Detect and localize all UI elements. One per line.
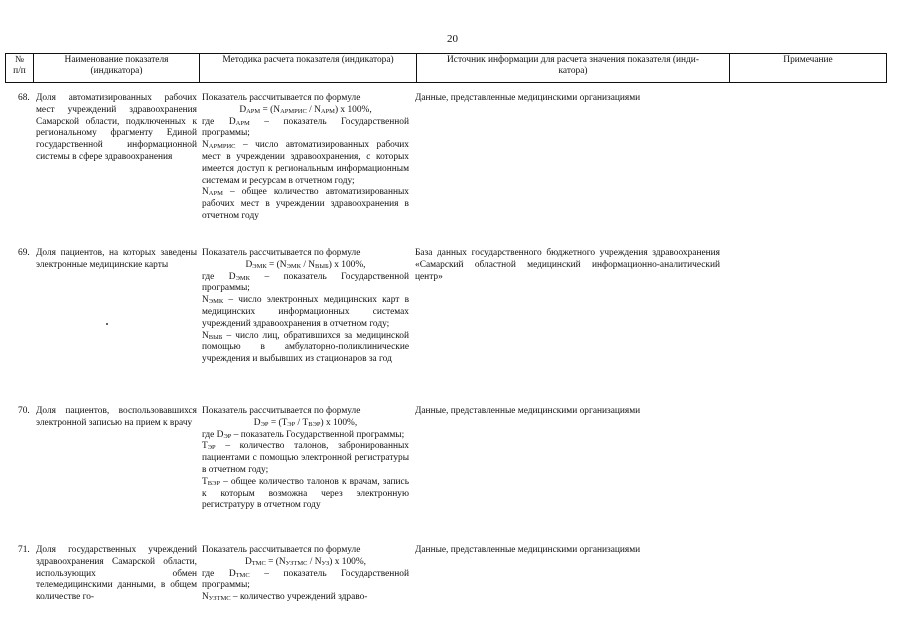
- header-source: Источник информации для расчета значения показателя (инди- катора): [416, 54, 729, 82]
- text-run: / Т: [295, 417, 309, 428]
- formula-where: [202, 272, 409, 296]
- text-run: где D: [202, 429, 224, 440]
- text-run: = (N: [266, 259, 287, 270]
- header-method: Методика расчета показателя (индикатора): [199, 54, 416, 82]
- formula-where: [202, 117, 409, 141]
- method-intro: Показатель рассчитывается по формуле: [202, 248, 361, 258]
- text-run: = (Т: [268, 417, 288, 428]
- text-run: ) х 100%,: [320, 417, 358, 428]
- text-run: – количество учреждений здраво-: [230, 592, 368, 603]
- formula: [202, 260, 409, 272]
- indicator-name: Доля государственных учреждений здравоохранения Самарской области, использующих обмен телемедицинскими данными, в общем количестве го-: [36, 545, 197, 603]
- subscript: ЭР: [260, 420, 269, 428]
- text-run: N: [202, 295, 209, 306]
- subscript: ЭР: [287, 420, 296, 428]
- text-run: – показатель Государственной программы;: [202, 116, 409, 139]
- subscript: АРМ: [235, 119, 250, 127]
- text-run: – показатель Государственной программы;: [202, 568, 409, 591]
- row-number: 70.: [18, 406, 30, 416]
- text-run: ) х 100%,: [329, 556, 366, 567]
- formula-definition: [202, 140, 409, 187]
- table-header: [5, 53, 887, 83]
- row-number: 69.: [18, 248, 30, 258]
- formula-definition: [202, 477, 409, 512]
- text-run: где D: [202, 116, 236, 127]
- subscript: АРМ: [320, 107, 335, 115]
- formula-definition: [202, 592, 409, 604]
- text-run: / N: [306, 104, 321, 115]
- text-run: – общее количество талонов к врачам, запись к которым возможна через электронную регистратуру в отчетном году: [202, 476, 409, 511]
- row-number: 68.: [18, 93, 30, 103]
- formula: [202, 557, 409, 569]
- indicator-name: Доля пациентов, на которых заведены электронные медицинские карты: [36, 248, 197, 270]
- subscript: ЭМК: [252, 262, 267, 270]
- subscript: УЗ: [321, 559, 330, 567]
- text-run: / N: [307, 556, 322, 567]
- text-run: D: [245, 259, 253, 270]
- formula-where: [202, 569, 409, 593]
- text-run: – количество талонов, забронированных пациентами с помощью электронной регистратуры в отчетном году;: [202, 441, 409, 475]
- method-description: [202, 248, 409, 366]
- text-run: – показатель Государственной программы;: [202, 271, 409, 294]
- text-run: / N: [300, 259, 316, 270]
- text-run: где D: [202, 568, 236, 579]
- subscript: АРМ: [246, 107, 261, 115]
- subscript: ЭМК: [208, 298, 224, 306]
- formula-definition: [202, 187, 409, 222]
- subscript: ЭР: [223, 432, 232, 440]
- formula: [202, 418, 409, 430]
- subscript: ТМС: [235, 571, 250, 579]
- text-run: – число электронных медицинских карт в медицинских информационных системах учреждений здравоохранения в отчетном году;: [202, 295, 409, 329]
- subscript: УЗТМС: [285, 559, 308, 567]
- formula-where: [202, 430, 409, 442]
- text-run: N: [202, 592, 209, 603]
- text-run: ) х 100%,: [328, 259, 366, 270]
- text-run: – число лиц, обратившихся за медицинской помощью в амбулаторно-поликлинические учреждения и выбывших из стационаров за год: [202, 330, 409, 365]
- method-description: [202, 93, 409, 223]
- data-source: База данных государственного бюджетного учреждения здравоохранения «Самарский областной медицинский информационно-аналитический центр»: [415, 248, 720, 282]
- page-number: 20: [447, 33, 458, 45]
- subscript: УЗТМС: [208, 595, 231, 603]
- formula-definition: [202, 331, 409, 366]
- text-run: = (N: [265, 556, 286, 567]
- row-number: 71.: [18, 545, 30, 555]
- subscript: ЭМК: [286, 262, 301, 270]
- text-run: D: [245, 556, 252, 567]
- data-source: Данные, представленные медицинскими организациями: [415, 406, 641, 416]
- method-description: [202, 545, 409, 604]
- subscript: АРМ: [208, 190, 223, 198]
- formula-definition: [202, 441, 409, 476]
- formula-definition: [202, 295, 409, 330]
- method-intro: Показатель рассчитывается по формуле: [202, 93, 361, 103]
- scan-speck: [106, 323, 108, 325]
- text-run: D: [253, 417, 261, 428]
- subscript: ЭМК: [235, 274, 250, 282]
- text-run: N: [202, 187, 209, 198]
- text-run: Т: [202, 476, 208, 487]
- subscript: ЭР: [207, 444, 216, 452]
- text-run: – число автоматизированных рабочих мест в учреждении здравоохранения, с которых имеется доступ к региональным информационным системам и ресурсам в отчетном году;: [202, 140, 409, 186]
- subscript: ВЫБ: [208, 333, 223, 341]
- header-name: Наименование показателя (индикатора): [33, 54, 199, 82]
- text-run: ) х 100%,: [334, 104, 372, 115]
- method-description: [202, 406, 409, 512]
- text-run: = (N: [260, 104, 281, 115]
- method-intro: Показатель рассчитывается по формуле: [202, 406, 361, 416]
- data-source: Данные, представленные медицинскими организациями: [415, 545, 641, 555]
- header-note: Примечание: [729, 54, 887, 82]
- header-num: № п/п: [5, 54, 33, 82]
- subscript: АРМРИС: [208, 143, 236, 151]
- text-run: N: [202, 140, 209, 151]
- subscript: ВЭР: [207, 479, 220, 487]
- data-source: Данные, представленные медицинскими организациями: [415, 93, 641, 103]
- text-run: Т: [202, 441, 208, 452]
- text-run: – общее количество автоматизированных рабочих мест в учреждении здравоохранения в отчетном году: [202, 187, 409, 221]
- text-run: где D: [202, 271, 236, 282]
- indicator-name: Доля автоматизированных рабочих мест учреждений здравоохранения Самарской области, подключенных к региональному фрагменту Единой государственной информационной системы в сфере здравоохранения: [36, 93, 197, 162]
- text-run: D: [239, 104, 247, 115]
- text-run: – показатель Государственной программы;: [231, 429, 405, 440]
- subscript: АРМРИС: [280, 107, 307, 115]
- method-intro: Показатель рассчитывается по формуле: [202, 545, 361, 555]
- formula: [202, 105, 409, 117]
- subscript: ВЭР: [308, 420, 321, 428]
- subscript: ВЫБ: [315, 262, 329, 270]
- subscript: ТМС: [251, 559, 266, 567]
- text-run: N: [202, 330, 209, 341]
- indicator-name: Доля пациентов, воспользовавшихся электронной записью на прием к врачу: [36, 406, 197, 428]
